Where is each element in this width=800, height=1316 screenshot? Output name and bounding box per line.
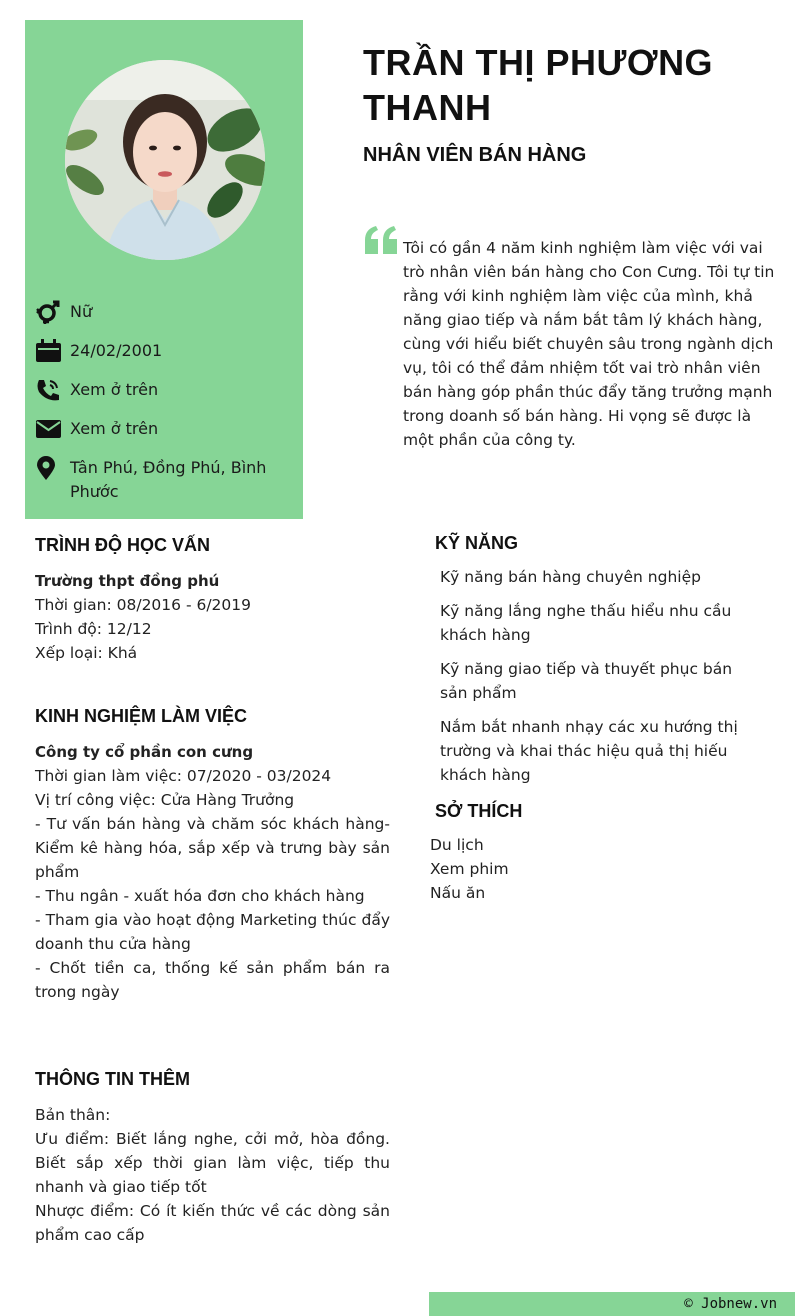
location-pin-icon	[35, 456, 62, 480]
skill-item: Kỹ năng giao tiếp và thuyết phục bán sản phẩm	[440, 660, 733, 702]
experience-line: Vị trí công việc: Cửa Hàng Trưởng	[35, 791, 295, 809]
experience-section	[35, 740, 390, 1004]
experience-line: - Chốt tiền ca, thống kế sản phẩm bán ra trong ngày	[35, 959, 390, 1001]
hobby-item: Nấu ăn	[430, 884, 486, 902]
contact-birthday	[35, 339, 285, 363]
footer-bar	[429, 1292, 795, 1316]
phone-icon	[35, 378, 62, 402]
experience-line: - Thu ngân - xuất hóa đơn cho khách hàng	[35, 887, 365, 905]
contact-gender	[35, 300, 285, 324]
additional-line: Ưu điểm: Biết lắng nghe, cởi mở, hòa đồng. Biết sắp xếp thời gian làm việc, tiếp thu nhanh và giao tiếp tốt	[35, 1130, 390, 1196]
hobby-item: Xem phim	[430, 860, 509, 878]
experience-heading: KINH NGHIỆM LÀM VIỆC	[35, 706, 248, 726]
contact-address	[35, 456, 285, 504]
education-line: Xếp loại: Khá	[35, 644, 138, 662]
additional-line: Nhược điểm: Có ít kiến thức về các dòng sản phẩm cao cấp	[35, 1202, 390, 1244]
quote-icon	[363, 226, 399, 254]
additional-heading: THÔNG TIN THÊM	[35, 1069, 190, 1089]
contact-list	[35, 300, 285, 519]
avatar	[65, 60, 265, 260]
skill-item: Kỹ năng bán hàng chuyên nghiệp	[440, 568, 701, 586]
envelope-icon	[35, 417, 62, 441]
education-heading: TRÌNH ĐỘ HỌC VẤN	[35, 535, 210, 555]
education-line: Trình độ: 12/12	[35, 620, 152, 638]
gender-icon	[35, 300, 62, 324]
footer-watermark[interactable]: © Jobnew.vn	[684, 1296, 777, 1312]
avatar-photo	[65, 60, 265, 260]
company-name: Công ty cổ phần con cưng	[35, 743, 254, 761]
address-text: Tân Phú, Đồng Phú, Bình Phước	[70, 458, 267, 501]
job-title: NHÂN VIÊN BÁN HÀNG	[363, 144, 587, 166]
birthday-text: 24/02/2001	[70, 341, 163, 360]
education-section	[35, 569, 390, 665]
gender-text: Nữ	[70, 302, 93, 321]
contact-email	[35, 417, 285, 441]
hobbies-list	[430, 833, 750, 905]
education-line: Thời gian: 08/2016 - 6/2019	[35, 596, 251, 614]
skills-list	[440, 565, 760, 797]
skill-item: Nắm bắt nhanh nhạy các xu hướng thị trường và khai thác hiệu quả thị hiếu khách hàng	[440, 718, 738, 784]
skills-heading: KỸ NĂNG	[435, 533, 519, 553]
candidate-name: TRẦN THỊ PHƯƠNG THANH	[363, 42, 714, 128]
experience-line: - Tham gia vào hoạt động Marketing thúc đẩy doanh thu cửa hàng	[35, 911, 390, 953]
school-name: Trường thpt đồng phú	[35, 572, 220, 590]
career-summary: Tôi có gần 4 năm kinh nghiệm làm việc với vai trò nhân viên bán hàng cho Con Cưng. Tôi tự tin rằng với kinh nghiệm làm việc của mình, khả năng giao tiếp và nắm bắt tâm lý khách hàng, cùng với hiểu biết chuyên sâu trong ngành dịch vụ, tôi có thể đảm nhiệm tốt vai trò nhân viên bán hàng góp phần thúc đẩy tăng trưởng mạnh trong doanh số bán hàng. Hi vọng sẽ được là một phần của công ty.	[403, 239, 775, 449]
hobbies-heading: SỞ THÍCH	[435, 801, 523, 821]
phone-text[interactable]: Xem ở trên	[70, 380, 159, 399]
calendar-icon	[35, 339, 62, 363]
email-text[interactable]: Xem ở trên	[70, 419, 159, 438]
experience-line: - Tư vấn bán hàng và chăm sóc khách hàng- Kiểm kê hàng hóa, sắp xếp và trưng bày sản phẩm	[35, 815, 390, 881]
contact-phone	[35, 378, 285, 402]
additional-line: Bản thân:	[35, 1106, 111, 1124]
hobby-item: Du lịch	[430, 836, 484, 854]
experience-line: Thời gian làm việc: 07/2020 - 03/2024	[35, 767, 332, 785]
additional-section	[35, 1103, 390, 1247]
skill-item: Kỹ năng lắng nghe thấu hiểu nhu cầu khách hàng	[440, 602, 732, 644]
profile-sidebar	[25, 20, 303, 519]
